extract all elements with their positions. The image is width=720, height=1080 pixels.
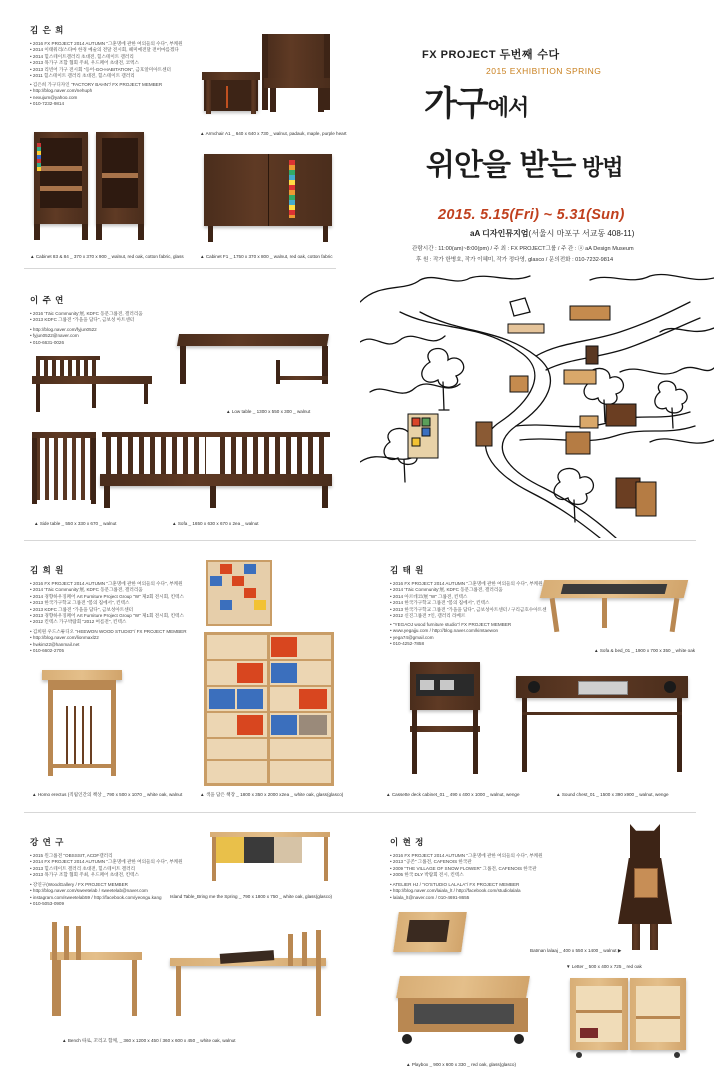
designer-name: 이 현 정 [390,837,425,847]
color-shelf-small-photo [206,560,272,626]
furniture-caption: ▲ Sofa _ 1650 x 630 x 670 x 2ea _ walnut [172,521,259,526]
furniture-caption: ▲ Sofa & bed_01 _ 1900 x 700 x 350 _ white oak [594,648,696,653]
tray-box-photo [392,906,468,960]
poster-info: 후 원 : 작가 한병호, 작가 이혜미, 작가 정다영, glasco / 문의전화 : 010-7232-9814 [416,257,614,263]
designer-contact: • 김희원 우드스튜디오 "HEEWON WOOD STUDIO"/ FX PROJECT MEMBER • http://blog.naver.com/lionmaxl22 • hwkim22@hanmail.net • 010-6602-2705 [30,629,187,654]
designer-bio: • 2016 FX PROJECT 2014 AUTUMN "그훈명에 관한 여의들의 수다", 부케원 • 2014 이태워리/스타마 한경 예술의 전달 전시회, 헤미예전달 전어마를겠다 • 2014 힐스테이트갤러리 초대전, 힐스테이트 갤러리 • 2013 목가구 조합 협회 주최, 우드페어 초대전, 코엑스 • 2013 리빈어 가구 전시회 "등어-GO-HABITATION", 금호알미아트센터 • 2011 힐스테이트 갤러리 초대전, 힐스테이트 갤러리 [30,41,183,79]
designer-bio: • 2016 FX PROJECT 2014 AUTUMN "그훈명에 관한 여의들의 수다", 부케원 • 2013 "공존" 그룹전, CAFENOIS 한국관 • 2009 "THE VILLAGE OF SNOW FLOWER" 그룹전, CAFENOIS 한국관 • 2005 한국 DLY 박람회 전시, 킨텍스 [390,853,543,878]
poster-venue: aA 디자인뮤지엄(서울시 마포구 서교동 408-11) [470,229,635,238]
furniture-caption: ▲ Bench 따로, 꼬리고 함께, _ 360 x 1200 x 450 / 360 x 600 x 450 _ white oak, walnut [62,1038,236,1043]
furniture-caption: ▲ Sound chest_01 _ 1500 x 390 x900 _ walnut, wenge [556,792,669,797]
cabinet-pair-photo [30,128,150,246]
poster-date: 2015. 5.15(Fri) ~ 5.31(Sun) [438,207,625,223]
furniture-caption: ▲ Low table _ 1300 x 550 x 300 _ walnut [226,409,311,414]
island-table-photo [208,828,332,884]
designer-contact: • ATELIER HJ / "rO'STUDIO LALALA"/ FX PROJECT MEMBER • http://blog.naver.com/laiala_lt / http://facebook.com/studiolalala • lalala_lt@naver.com / 010-4691-8655 [390,882,521,900]
furniture-caption: ▼ Letter _ 500 x 400 x 725 _ red oak [566,964,642,969]
poster-brand: FX PROJECT 두번째 수다 [422,48,560,61]
bench-set-photo [36,912,336,1024]
furniture-caption: ▲ Cabinet F1 _ 1750 x 370 x 800 _ walnut, red oak, cotton fabric [200,254,333,259]
sound-chest-photo [516,672,692,778]
furniture-caption: ▲ Side table _ 550 x 330 x 670 _ walnut [34,521,117,526]
designer-name: 강 연 구 [30,837,65,847]
furniture-caption: ▲ 색을 담은 책장 _ 1800 x 350 x 2000 x2ea _ white oak, glass(glasco) [200,792,344,797]
letter-cabinet-photo [566,976,690,1060]
poster-title-line2: 위안을 받는 방법 [426,148,623,183]
cabinet-f1-photo [200,150,336,246]
sofa-bed-photo [540,570,690,638]
designer-name: 김 은 희 [30,25,65,35]
designer-bio: • 2016 'Täic Community'展, KDFC 동문그룹전, 갤러리움 • 2013 KDFC 그룹전 "가을을 담다", 금보성 아트센터 [30,311,143,323]
section-divider [24,812,696,813]
designer-contact: • "YEGAOJ wood furniture studio"/ FX PROJECT MEMBER • www.yegajju.com / http://blog.naver.com/kimtaewon • yega74@gmail.com • 010-4252-7858 [390,622,512,647]
color-shelf-large-photo [204,632,334,786]
designer-name: 이 주 연 [30,295,65,305]
poster-info: 관람시간 : 11:00(am)~8:00(pm) / 주 최 : FX PROJECT그룹 / 주 관 : ⓐ aA Design Museum [412,246,634,252]
furniture-caption: ▲ Playbox _ 900 x 600 x 330 _ red oak, glass(glasco) [406,1062,517,1067]
furniture-caption: ▲ Cabinet 83 & 84 _ 370 x 370 x 900 _ walnut, red oak, cotton fabric, glass [30,254,184,259]
section-divider [24,268,336,269]
standing-desk-photo [42,666,126,780]
section-divider [24,540,696,541]
playbox-photo [394,970,532,1056]
cassette-cabinet-photo [406,660,484,778]
low-table-photo [176,330,336,404]
furniture-caption: Batman lalaaj _ 400 x 550 x 1400 _ walnut ▶ [530,948,622,953]
designer-contact: • 김은희 가구디자인 "FACTORY BAHN"/ FX PROJECT MEMBER • http://blog.naver.com/nehuph • nexujum@yahoo.com • 010-7232-9814 [30,82,163,107]
designer-contact: • 강연구(WoodGallery / FX PROJECT MEMBER • http://blog.naver.com/sweetelab / sweetelab@naver.com • instagram.com/sweetelab59 / http://facebook.com/yeongu.kang • 010-5053-0909 [30,882,162,907]
side-table-photo [32,430,100,510]
poster-subtitle: 2015 EXHIBITION SPRING [486,66,602,76]
armchair-photo [200,30,340,130]
furniture-caption: ▲ Armchair A1 _ 640 x 640 x 730 _ walnut, padauk, maple, purple heart [200,131,347,136]
furniture-caption: Island Table_Bring me the Spring _ 790 x 1800 x 750 _ white oak, glass(glasco) [170,894,333,899]
designer-name: 김 태 원 [390,565,425,575]
furniture-caption: ▲ Cassette deck cabinet_01 _ 490 x 400 x 1000 _ walnut, wenge [386,792,520,797]
batman-cabinet-photo [616,820,676,956]
furniture-caption: ▲ Homo erectus (직립인간의 책상 _ 790 x 500 x 1070 _ white oak, walnut [32,792,183,797]
designer-name: 김 희 원 [30,565,65,575]
designer-bio: • 2016 FX PROJECT 2014 AUTUMN "그훈명에 관한 여의들의 수다", 부케원 • 2014 'Täic Community'展, KDFC 동문그룹전, 갤러리움 • 2014 아르데코/展 "W" 그룹전, 킨텍스 • 2014 한국가구학교 그룹전 "봄의 집에서", 킨텍스 • 2013 한국가구학교 그룹전 "가을을 담다", 금보성아트센터 / 구리금호수아트센 • 2012 신진그룹전 7인, 갤러리 라베르 [390,581,547,619]
poster-title-line1: 가구에서 [424,84,529,124]
poster-illustration [360,272,714,538]
sofa-photo [100,430,332,514]
designer-bio: • 2015 윈그룹전 "OBSSSIT, ACDF갤러리 • 2014 FX PROJECT 2014 AUTUMN "그훈명에 관한 여의들의 수다", 부케원 • 2013 힐스테이트 갤러리 초대전, 힐스테이트 갤러리 • 2013 목가구 조합 협회 주최, 우드페어 초대전, 킨텍스 [30,853,183,878]
bench-photo [32,352,156,416]
designer-contact: • http://blog.naver.com/fyjun0522 • fyjun0522@naver.com • 010-6631-0026 [30,327,97,345]
designer-bio: • 2016 FX PROJECT 2014 AUTUMN "그훈명에 관한 여의들의 수다", 부케원 • 2014 'Täic Community'展, KDFC 동문그룹전, 갤러리움 • 2014 경향하우징페어 Art Furniture Project Group "W" 제2회 전시회, 킨텍스 • 2013 한국가구학교 그룹전 "봄의 집에서", 킨텍스 • 2013 KDFC 그룹전 "가을을 담다", 금보성아트센터 • 2013 경향하우징페어 Art Furniture Project Group "W" 제1회 전시회, 킨텍스 • 2012 킨텍스 가구박람회 "2012 여름전", 킨텍스 [30,581,184,625]
